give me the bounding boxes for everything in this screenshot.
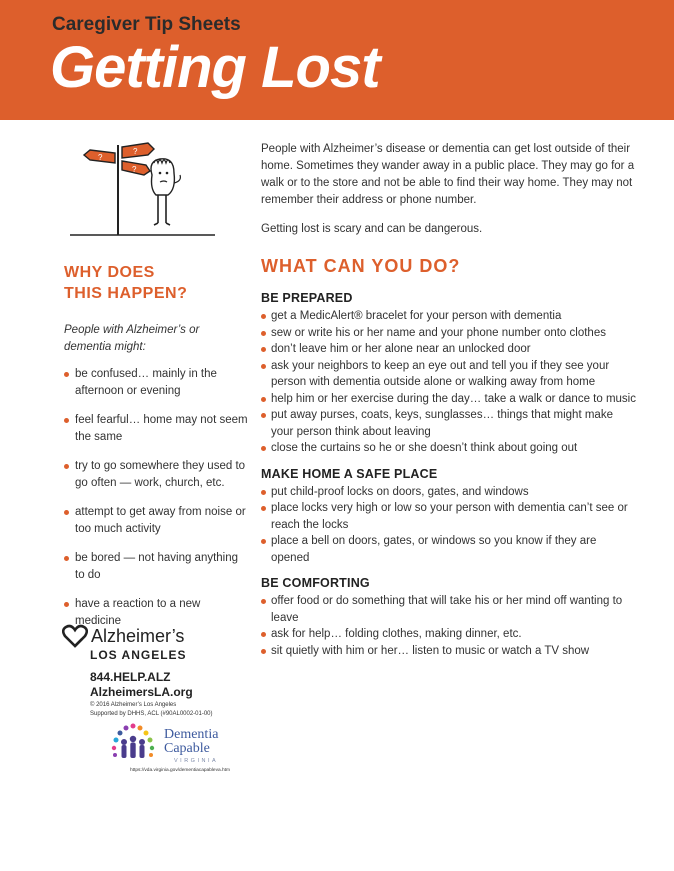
- header-banner: [0, 0, 674, 120]
- section-title-be-prepared: BE PREPARED: [261, 291, 353, 305]
- website: AlzheimersLA.org: [90, 685, 193, 699]
- dementia-capable-virginia-logo: [102, 722, 242, 782]
- list-item-text: sit quietly with him or her… listen to music or watch a TV show: [271, 644, 590, 657]
- list-item: [64, 412, 249, 446]
- list-item: [261, 484, 636, 501]
- list-item: [261, 643, 636, 660]
- list-item: [64, 458, 249, 492]
- list-item: [261, 407, 636, 440]
- list-item: [261, 593, 636, 626]
- what-can-you-do-section: [261, 141, 636, 659]
- section-title-comforting: BE COMFORTING: [261, 576, 370, 590]
- bullet-dot: [64, 418, 69, 423]
- safe-place-list: [261, 484, 636, 567]
- list-item-text: help him or her exercise during the day… take a walk or dance to music: [271, 392, 636, 405]
- list-item-text: don’t leave him or her alone near an unlocked door: [271, 343, 531, 355]
- intro-paragraph-2: Getting lost is scary and can be dangerous.: [261, 223, 483, 235]
- bullet-dot: [64, 602, 69, 607]
- bullet-dot: [261, 446, 266, 451]
- list-item-text: be confused… mainly in the afternoon or evening: [75, 368, 217, 397]
- support-note: Supported by DHHS, ACL (#90AL0002-01-00): [90, 711, 213, 717]
- intro-paragraph: People with Alzheimer’s disease or dementia can get lost outside of their home. Sometimes they wander away in a public place. They may go for a walk or to the store and not be able to find their way home. They may not remember their address or phone number.: [261, 143, 635, 206]
- list-item-text: get a MedicAlert® bracelet for your person with dementia: [271, 310, 562, 322]
- list-item: [261, 500, 636, 533]
- dementia-capable-name: [164, 728, 218, 756]
- dementia-capable-dots-icon: [102, 722, 164, 766]
- logo-name: Alzheimer’s: [91, 625, 185, 646]
- bullet-dot: [261, 413, 266, 418]
- list-item: [261, 626, 636, 643]
- sign-mark-2: ?: [133, 147, 138, 156]
- person-figure: [151, 159, 180, 225]
- be-prepared-list: [261, 308, 636, 457]
- bullet-dot: [261, 347, 266, 352]
- list-item: [64, 550, 249, 584]
- why-heading-line2: THIS HAPPEN?: [64, 285, 188, 302]
- list-item: [261, 325, 636, 342]
- list-item: [261, 358, 636, 391]
- bullet-dot: [261, 490, 266, 495]
- bullet-dot: [261, 506, 266, 511]
- logo-subname: LOS ANGELES: [90, 648, 187, 662]
- list-item: [261, 391, 636, 408]
- list-item-text: put away purses, coats, keys, sunglasses… things that might make your person think about leaving: [271, 409, 613, 438]
- bullet-dot: [261, 314, 266, 319]
- list-item-text: sew or write his or her name and your phone number onto clothes: [271, 326, 606, 339]
- list-item-text: have a reaction to a new medicine: [75, 598, 201, 627]
- lost-person-signpost-illustration: [60, 135, 220, 240]
- sign-right: [122, 143, 154, 158]
- list-item-text: feel fearful… home may not seem the same: [75, 414, 248, 443]
- bullet-dot: [64, 372, 69, 377]
- phone-number: 844.HELP.ALZ: [90, 670, 171, 684]
- sign-mark-3: ?: [132, 165, 137, 174]
- why-list: [64, 366, 249, 630]
- list-item: [261, 308, 636, 325]
- dementia-capable-url[interactable]: https://vda.virginia.gov/dementiacapableva.htm: [130, 768, 230, 773]
- bullet-dot: [261, 364, 266, 369]
- logo-brand: [62, 624, 262, 648]
- list-item-text: attempt to get away from noise or too much activity: [75, 506, 246, 535]
- list-item: [261, 440, 636, 457]
- list-item-text: be bored — not having anything to do: [75, 552, 239, 581]
- why-intro: People with Alzheimer’s or dementia might:: [64, 324, 200, 353]
- dc-line1: Dementia: [164, 727, 219, 742]
- copyright: © 2016 Alzheimer’s Los Angeles: [90, 702, 177, 708]
- list-item-text: ask your neighbors to keep an eye out and tell you if they see your person with dementia outside alone or walking away from home: [271, 359, 610, 388]
- why-heading-line1: WHY DOES: [64, 264, 155, 281]
- list-item: [64, 504, 249, 538]
- list-item-text: place locks very high or low so your person with dementia can’t see or reach the locks: [271, 502, 628, 531]
- comforting-list: [261, 593, 636, 659]
- bullet-dot: [64, 510, 69, 515]
- list-item: [261, 533, 636, 566]
- list-item-text: place a bell on doors, gates, or windows so you know if they are opened: [271, 535, 597, 564]
- alzheimers-la-logo: [62, 624, 262, 717]
- section-title-safe-place: MAKE HOME A SAFE PLACE: [261, 466, 438, 481]
- why-does-this-happen-section: [64, 262, 249, 642]
- bullet-dot: [261, 397, 266, 402]
- series-title: Caregiver Tip Sheets: [52, 14, 241, 35]
- list-item-text: close the curtains so he or she doesn’t think about going out: [271, 442, 578, 454]
- what-heading: WHAT CAN YOU DO?: [261, 256, 461, 276]
- bullet-dot: [261, 599, 266, 604]
- bullet-dot: [261, 331, 266, 336]
- dementia-capable-state: VIRGINIA: [174, 758, 219, 764]
- bullet-dot: [64, 556, 69, 561]
- list-item: [64, 366, 249, 400]
- list-item-text: try to go somewhere they used to go often — work, church, etc.: [75, 460, 246, 489]
- sign-mark-1: ?: [98, 153, 103, 162]
- list-item-text: offer food or do something that will take his or her mind off wanting to leave: [271, 595, 623, 624]
- list-item-text: put child-proof locks on doors, gates, and windows: [271, 485, 529, 498]
- why-heading: [64, 262, 249, 304]
- bullet-dot: [64, 464, 69, 469]
- bullet-dot: [261, 539, 266, 544]
- dc-line2: Capable: [164, 741, 210, 756]
- page-title: Getting Lost: [50, 35, 380, 100]
- heart-logo-icon: [62, 624, 88, 648]
- list-item: [261, 341, 636, 358]
- list-item-text: ask for help… folding clothes, making dinner, etc.: [271, 628, 522, 640]
